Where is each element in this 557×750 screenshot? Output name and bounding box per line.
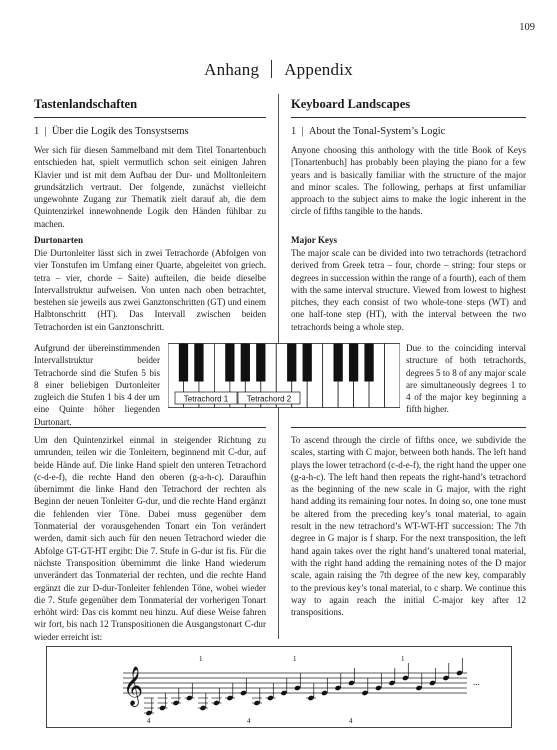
- title-de: Anhang: [204, 60, 260, 79]
- en-major-heading: Major Keys: [291, 235, 338, 245]
- de-intro: Wer sich für diesen Sammelband mit dem Titel Tonartenbuch entschieden hat, spielt vermutlich schon seit einigen Jahren Klavier und ist mit dem Aufbau der Dur- und Molltonleitern grundsätzlich vertraut. Der folgende, zunächst vielleicht ungewohnte Zugang zur Thematik zielt darauf ab, die dem Quintenzirkel innewohnende Logik den Händen fühlbar zu machen.: [34, 145, 266, 229]
- title-en: Appendix: [284, 60, 353, 79]
- en-intro: Anyone choosing this anthology with the title Book of Keys [Tonartenbuch] has probably been playing the piano for a few years and is basically familiar with the structure of the major and minor scales. The following, perhaps at first unfamiliar approach to the subject aims to make the logic inherent in the circle of fifths tangible to the hands.: [291, 145, 526, 217]
- en-subsection-heading: 1 | About the Tonal-System’s Logic: [291, 126, 446, 137]
- title-separator: [271, 60, 272, 78]
- tetrachord-1-label: Tetrachord 1: [183, 394, 229, 404]
- white-key: [385, 344, 400, 408]
- black-key: [194, 344, 203, 382]
- music-example-frame: [46, 646, 512, 728]
- de-circle-text: Um den Quintenzirkel einmal in steigender Richtung zu umrunden, teilen wir die Tonleitern, beginnend mit C-dur, auf beide Hände auf. Die linke Hand spielt den unteren Tetrachord (c-d-e-f), die rechte Hand den oberen (g-a-h-c). Daraufhin übernimmt die linke Hand den Tetrachord der rechten als Beginn der neuen Tonleiter G-dur, und die rechte Hand ergänzt die fehlenden vier Töne. Dabei muss gegenüber dem Tonmaterial der vorausgehenden Tonart ein Ton verändert werden, damit sich auch für den neuen Tetrachord wieder die Abfolge GT-GT-HT ergibt: Die 7. Stufe in G-dur ist fis. Für die nächste Transposition übernimmt die linke Hand wiederum unverändert das Tonmaterial der rechten, und die rechte Hand ergänzt die zur D-dur-Tonleiter fehlenden Töne, wobei wieder die 7. Stufe gegenüber dem Tonmaterial der vorherigen Tonart erhöht wird: Das cis kommt neu hinzu. Auf diese Weise fahren wir fort, bis nach 12 Transpositionen die Ausgangstonart C-dur wieder erreicht ist:: [34, 435, 266, 642]
- en-section-title: Keyboard Landscapes: [291, 97, 411, 111]
- continuation-ellipsis: ...: [473, 677, 480, 687]
- black-key: [349, 344, 358, 382]
- de-section-rule: [34, 117, 266, 118]
- de-beside-keyboard: Aufgrund der übereinstimmenden Intervallstruktur beider Tetrachorde sind die Stufen 5 bis 8 einer beliebigen Durtonleiter zugleich die Stufen 1 bis 4 der um eine Quinte höher liegenden Durtonart.: [34, 343, 160, 427]
- black-key: [303, 344, 312, 382]
- page-number: 109: [519, 22, 535, 33]
- black-key: [333, 344, 342, 382]
- en-rule-2: [291, 427, 526, 428]
- black-key: [179, 344, 188, 382]
- en-circle-text: To ascend through the circle of fifths once, we subdivide the scales, starting with C major, between both hands. The left hand plays the lower tetrachord (c-d-e-f), the right hand the upper one (g-a-h-c). The left hand then repeats the right-hand’s tetrachord as the beginning of the new scale in G major, with the right hand adding its remaining four notes. In doing so, one tone must be altered from the preceding key’s tonal material, to again result in the new tetrachord’s WT-WT-HT succession: The 7th degree in G major is f sharp. For the next transposition, the left hand again takes over the right hand’s unaltered tonal material, with the right hand adding the remaining notes of the D major scale, again raising the 7th degree of the new key, comparably to the previous key’s tonal material, to c sharp. We continue this way to again reach the initial C-major key after 12 transpositions.: [291, 435, 526, 618]
- de-durtonarten-heading: Durtonarten: [34, 235, 83, 245]
- black-key: [364, 344, 373, 382]
- music-staff-svg: [47, 647, 511, 727]
- fingering-top: 1: [293, 655, 297, 663]
- en-beside-keyboard: Due to the coinciding interval structure of both tetrachords, degrees 5 to 8 of any major scale are simultaneously degrees 1 to 4 of the major key beginning a fifth higher.: [406, 343, 526, 415]
- fingering-top: 1: [199, 655, 203, 663]
- black-key: [256, 344, 265, 382]
- fingering-bottom: 4: [247, 717, 251, 725]
- black-key: [241, 344, 250, 382]
- black-key: [225, 344, 234, 382]
- fingering-bottom: 4: [147, 717, 151, 725]
- page-title: [0, 60, 557, 80]
- piano-keyboard-svg: [168, 343, 400, 409]
- de-subsection-heading: 1 | Über die Logik des Tonsystsems: [34, 126, 189, 137]
- keyboard-illustration: [168, 343, 400, 409]
- treble-clef-icon: 𝄞: [123, 666, 144, 706]
- tetrachord-2-label: Tetrachord 2: [246, 394, 292, 404]
- de-section-title: Tastenlandschaften: [34, 97, 138, 111]
- en-major-text: The major scale can be divided into two tetrachords (tetrachord derived from Greek tetra – four, chorde – string: four steps or degrees in succession within the range of a fourth), each of them with the same interval structure. Viewed from lowest to highest pitches, they each consist of two whole-tone steps (WT) and one half-tone step (HT), with the interval between the two tetrachords being a whole step.: [291, 248, 526, 332]
- fingering-top: 1: [401, 655, 405, 663]
- fingering-bottom: 4: [349, 717, 353, 725]
- de-rule-2: [34, 427, 266, 428]
- en-section-rule: [291, 117, 526, 118]
- de-durtonarten-text: Die Durtonleiter lässt sich in zwei Tetrachorde (Abfolgen von vier Tonstufen im Umfang einer Quarte, abgeleitet von griech. tetra – vier, chorde – Saite) aufteilen, die beide dieselbe Intervallstruktur aufweisen. Von unten nach oben betrachtet, bestehen sie jeweils aus zwei Ganztonschritten (GT) und einem Halbtonschritt (HT). Das Intervall zwischen beiden Tetrachorden ist ein Ganztonschritt.: [34, 248, 266, 332]
- black-key: [287, 344, 296, 382]
